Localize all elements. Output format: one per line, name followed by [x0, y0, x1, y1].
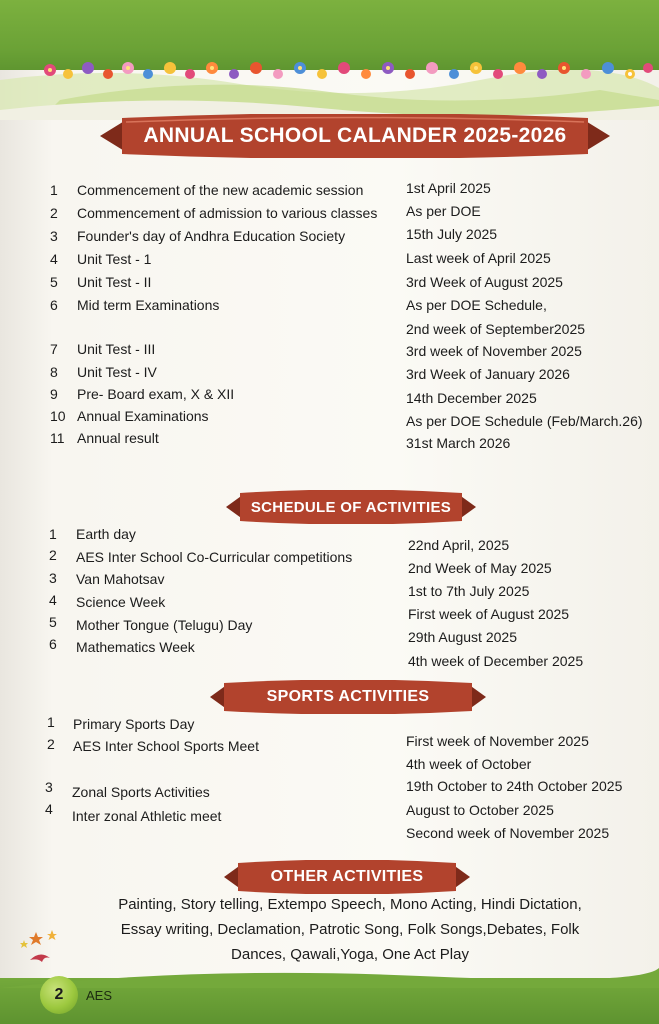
- item-event: Unit Test - IV: [77, 364, 157, 380]
- item-date: 19th October to 24th October 2025: [406, 778, 623, 794]
- item-date: 4th week of October: [406, 756, 532, 772]
- item-event: Primary Sports Day: [73, 716, 195, 732]
- item-event: Annual result: [77, 430, 159, 446]
- item-number: 7: [50, 341, 58, 357]
- item-date: 3rd week of November 2025: [406, 343, 582, 359]
- other-line: Essay writing, Declamation, Patrotic Song, Folk Songs,Debates, Folk: [120, 921, 580, 938]
- item-number: 10: [50, 408, 66, 424]
- item-event: Commencement of the new academic session: [77, 182, 364, 198]
- page-title: ANNUAL SCHOOL CALANDER 2025-2026: [143, 124, 567, 147]
- item-date: 2nd Week of May 2025: [408, 560, 552, 576]
- schedule-banner: [226, 490, 476, 524]
- item-event: Earth day: [76, 526, 136, 542]
- item-event: Unit Test - III: [77, 341, 156, 357]
- other-banner: [224, 860, 470, 894]
- item-date: As per DOE Schedule,: [406, 297, 547, 313]
- item-event: Zonal Sports Activities: [72, 784, 210, 800]
- item-number: 3: [45, 779, 53, 795]
- title-banner: [100, 114, 610, 158]
- item-number: 1: [47, 714, 55, 730]
- item-date: First week of November 2025: [406, 733, 589, 749]
- item-event: Annual Examinations: [77, 408, 209, 424]
- other-line: Painting, Story telling, Extempo Speech, Mono Acting, Hindi Dictation,: [118, 896, 582, 913]
- flower-border-icon: [30, 56, 659, 86]
- item-number: 4: [49, 592, 57, 608]
- item-event: Commencement of admission to various classes: [77, 205, 378, 221]
- item-event: Founder's day of Andhra Education Society: [77, 228, 346, 244]
- item-date: 15th July 2025: [406, 226, 498, 242]
- schedule-heading: SCHEDULE OF ACTIVITIES: [250, 498, 452, 516]
- item-event: Unit Test - II: [77, 274, 152, 290]
- item-number: 2: [50, 205, 58, 221]
- item-date: First week of August 2025: [408, 606, 570, 622]
- item-number: 1: [50, 182, 58, 198]
- item-event: Mid term Examinations: [77, 297, 220, 313]
- item-date-continued: Second week of November 2025: [406, 825, 610, 841]
- item-number: 8: [50, 364, 58, 380]
- page-number-badge: [40, 976, 78, 1014]
- item-date: 31st March 2026: [406, 435, 511, 451]
- item-event: Mother Tongue (Telugu) Day: [76, 617, 253, 633]
- item-event: Unit Test - 1: [77, 251, 152, 267]
- item-event: Inter zonal Athletic meet: [72, 808, 222, 824]
- item-number: 11: [50, 430, 65, 446]
- item-event: Mathematics Week: [76, 639, 195, 655]
- item-date: 1st April 2025: [406, 180, 491, 196]
- item-number: 1: [49, 526, 57, 542]
- item-number: 2: [47, 736, 55, 752]
- item-date: 14th December 2025: [406, 390, 537, 406]
- item-number: 3: [50, 228, 58, 244]
- item-date: As per DOE: [406, 203, 481, 219]
- item-event: Pre- Board exam, X & XII: [77, 386, 235, 402]
- item-event: Science Week: [76, 594, 166, 610]
- item-number: 6: [50, 297, 58, 313]
- item-number: 2: [49, 547, 57, 563]
- item-number: 3: [49, 570, 57, 586]
- other-heading: OTHER ACTIVITIES: [270, 868, 424, 885]
- bottom-curve: [0, 958, 659, 988]
- item-event: AES Inter School Sports Meet: [73, 738, 259, 754]
- item-number: 5: [50, 274, 58, 290]
- item-number: 9: [50, 386, 58, 402]
- sports-heading: SPORTS ACTIVITIES: [266, 688, 430, 705]
- item-event: Van Mahotsav: [76, 571, 165, 587]
- item-number: 4: [45, 801, 53, 817]
- page-number: 2: [54, 986, 64, 1003]
- item-date: 22nd April, 2025: [408, 537, 510, 553]
- item-number: 6: [49, 636, 57, 652]
- item-date: Last week of April 2025: [406, 250, 551, 266]
- item-date: 29th August 2025: [408, 629, 517, 645]
- footer-label: AES: [86, 988, 113, 1003]
- other-line: Dances, Qawali,Yoga, One Act Play: [231, 946, 469, 963]
- item-date: 4th week of December 2025: [408, 653, 584, 669]
- item-date: As per DOE Schedule (Feb/March.26): [406, 413, 643, 429]
- item-date: 1st to 7th July 2025: [408, 583, 530, 599]
- item-number: 4: [50, 251, 58, 267]
- item-date: August to October 2025: [406, 802, 554, 818]
- sports-banner: [210, 680, 486, 714]
- item-date: 3rd Week of August 2025: [406, 274, 563, 290]
- item-date: 3rd Week of January 2026: [406, 366, 570, 382]
- item-date-continued: 2nd week of September2025: [406, 321, 586, 337]
- item-event: AES Inter School Co-Curricular competitions: [76, 549, 353, 565]
- item-number: 5: [49, 614, 57, 630]
